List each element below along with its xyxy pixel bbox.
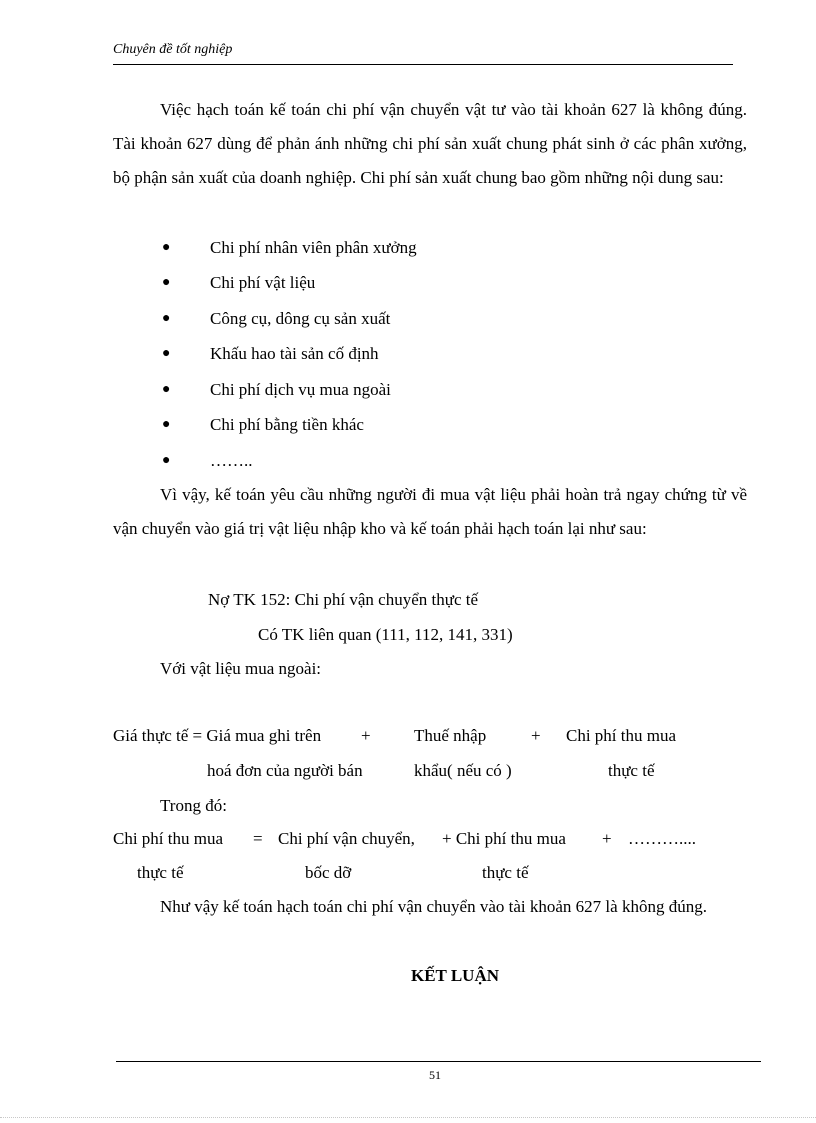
formula1-lhs: Giá thực tế = Giá mua ghi trên [113, 726, 322, 745]
list-item-text: Công cụ, dông cụ sản xuất [210, 309, 391, 328]
formula2-term-2: + Chi phí thu mua [442, 829, 566, 848]
bullet-icon: ● [162, 417, 171, 432]
list-item-text: Chi phí bằng tiền khác [210, 415, 364, 434]
formula2-term-1: Chi phí vận chuyển, [278, 829, 415, 848]
bullet-icon: ● [162, 240, 171, 255]
bullet-icon: ● [162, 311, 171, 326]
formula2-line2-b: bốc dỡ [305, 863, 352, 882]
purchased-materials-label: Với vật liệu mua ngoài: [160, 659, 322, 678]
formula2-dots: ……….... [628, 829, 696, 848]
formula2-plus: + [602, 829, 612, 848]
conclusion-heading: KẾT LUẬN [410, 966, 499, 985]
bullet-icon: ● [162, 382, 171, 397]
list-item-text: Chi phí dịch vụ mua ngoài [210, 380, 391, 399]
intro-paragraph: Việc hạch toán kế toán chi phí vận chuyển vật tư vào tài khoản 627 là không đúng. Tài khoản 627 dùng để phản ánh những chi phí sản xuất chung phát sinh ở các phân xưởng, bộ phận sản xuất của doanh nghiệp. Chi phí sản xuất chung bao gồm những nội dung sau: [113, 100, 747, 187]
formula1-plus-1: + [361, 726, 371, 745]
formula1-line2-b: khẩu( nếu có ) [414, 761, 512, 780]
journal-entry-debit: Nợ TK 152: Chi phí vận chuyển thực tế [208, 590, 479, 609]
formula1-term-3: Chi phí thu mua [566, 726, 677, 745]
page-edge-divider [0, 1117, 816, 1118]
formula1-line2-c: thực tế [608, 761, 655, 780]
footer-rule [116, 1061, 761, 1062]
page-number: 51 [429, 1068, 441, 1082]
bullet-icon: ● [162, 453, 171, 468]
list-item-text: …….. [210, 451, 253, 470]
list-item-text: Khấu hao tài sản cố định [210, 344, 379, 363]
bullet-icon: ● [162, 275, 171, 290]
conclusion-paragraph: Như vậy kế toán hạch toán chi phí vận chuyển vào tài khoản 627 là không đúng. [160, 897, 707, 916]
list-item-text: Chi phí nhân viên phân xưởng [210, 238, 417, 257]
formula2-equals: = [253, 829, 263, 848]
formula1-line2-a: hoá đơn của người bán [207, 761, 363, 780]
list-item-text: Chi phí vật liệu [210, 273, 316, 292]
formula2-line2-c: thực tế [482, 863, 529, 882]
formula1-term-2: Thuế nhập [414, 726, 487, 745]
header-rule [113, 64, 733, 65]
journal-entry-credit: Có TK liên quan (111, 112, 141, 331) [258, 625, 513, 644]
running-header: Chuyên đề tốt nghiệp [113, 42, 233, 57]
formula2-line2-a: thực tế [137, 863, 184, 882]
formula2-lhs: Chi phí thu mua [113, 829, 224, 848]
formula1-plus-2: + [531, 726, 541, 745]
bullet-icon: ● [162, 346, 171, 361]
paragraph-2: Vì vậy, kế toán yêu cầu những người đi mua vật liệu phải hoàn trả ngay chứng từ về vận chuyển vào giá trị vật liệu nhập kho và kế toán phải hạch toán lại như sau: [113, 485, 747, 538]
where-label: Trong đó: [160, 796, 227, 815]
